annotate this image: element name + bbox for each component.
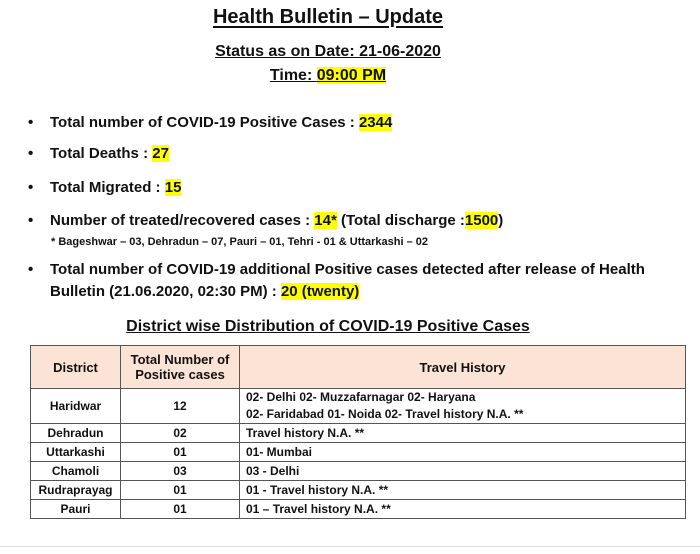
cell-count: 03 <box>121 462 240 481</box>
bullet-icon: • <box>28 114 34 131</box>
cell-history: 01 – Travel history N.A. ** <box>240 500 686 519</box>
cell-history: 01 - Travel history N.A. ** <box>240 481 686 500</box>
table-title <box>0 316 656 338</box>
table-row <box>31 462 686 481</box>
cell-district: Pauri <box>31 500 121 519</box>
header-total-cases: Total Number of Positive cases <box>121 346 240 389</box>
table-row <box>31 481 686 500</box>
table-row <box>31 389 686 424</box>
table-header-row <box>31 346 686 389</box>
stat-positive-value: 2344 <box>358 114 393 131</box>
table-title-text: District wise Distribution of COVID-19 Positive Cases <box>126 318 530 335</box>
cell-count: 12 <box>121 389 240 424</box>
cell-count: 01 <box>121 500 240 519</box>
status-date: 21-06-2020 <box>359 43 441 60</box>
cell-history-line: 02- Faridabad 01- Noida 02- Travel history N.A. ** <box>246 407 524 421</box>
cell-count: 01 <box>121 443 240 462</box>
time-label: Time: <box>269 67 317 84</box>
stat-positive-label: Total number of COVID-19 Positive Cases : <box>50 114 359 131</box>
cell-history: 03 - Delhi <box>240 462 686 481</box>
stat-deaths-label: Total Deaths : <box>50 145 153 162</box>
bullet-icon: • <box>28 261 34 278</box>
cell-district: Rudraprayag <box>31 481 121 500</box>
status-line <box>0 41 656 63</box>
bulletin-title <box>0 4 656 30</box>
cell-district: Chamoli <box>31 462 121 481</box>
cell-district: Uttarkashi <box>31 443 121 462</box>
time-line <box>0 65 656 87</box>
stat-additional-label-1: Total number of COVID-19 additional Positive cases detected after release of Health <box>50 261 645 278</box>
bullet-icon: • <box>28 179 34 196</box>
bulletin-title-text: Health Bulletin – Update <box>212 6 444 28</box>
cell-history: Travel history N.A. ** <box>240 424 686 443</box>
stat-migrated-label: Total Migrated : <box>50 179 165 196</box>
table-row <box>31 443 686 462</box>
cell-count: 02 <box>121 424 240 443</box>
stat-recovered-value: 14* <box>314 212 337 229</box>
header-travel-history: Travel History <box>240 346 686 389</box>
cell-count: 01 <box>121 481 240 500</box>
stat-additional-value: 20 (twenty) <box>280 283 360 300</box>
cell-district: Haridwar <box>31 389 121 424</box>
table-row <box>31 500 686 519</box>
stat-deaths-value: 27 <box>152 145 169 162</box>
table-row <box>31 424 686 443</box>
district-table <box>30 345 686 519</box>
stat-recovered-label: Number of treated/recovered cases : <box>50 212 315 229</box>
stat-additional-label-2: Bulletin (21.06.2020, 02:30 PM) : <box>50 283 281 300</box>
bottom-divider <box>0 546 700 547</box>
header-district: District <box>31 346 121 389</box>
cell-history-line: 02- Delhi 02- Muzzafarnagar 02- Haryana <box>246 390 476 404</box>
time-value: 09:00 PM <box>316 67 387 84</box>
cell-history <box>240 389 686 424</box>
cell-district: Dehradun <box>31 424 121 443</box>
bullet-icon: • <box>28 212 34 229</box>
status-label: Status as on Date: <box>215 43 360 60</box>
cell-history: 01- Mumbai <box>240 443 686 462</box>
stat-discharge-value: 1500 <box>464 212 499 229</box>
bullet-icon: • <box>28 145 34 162</box>
stat-discharge-open: (Total discharge : <box>336 212 465 229</box>
stat-migrated-value: 15 <box>164 179 182 196</box>
recovered-footnote: * Bageshwar – 03, Dehradun – 07, Pauri – 01, Tehri - 01 & Uttarkashi – 02 <box>51 236 429 248</box>
stat-discharge-close: ) <box>498 212 504 229</box>
